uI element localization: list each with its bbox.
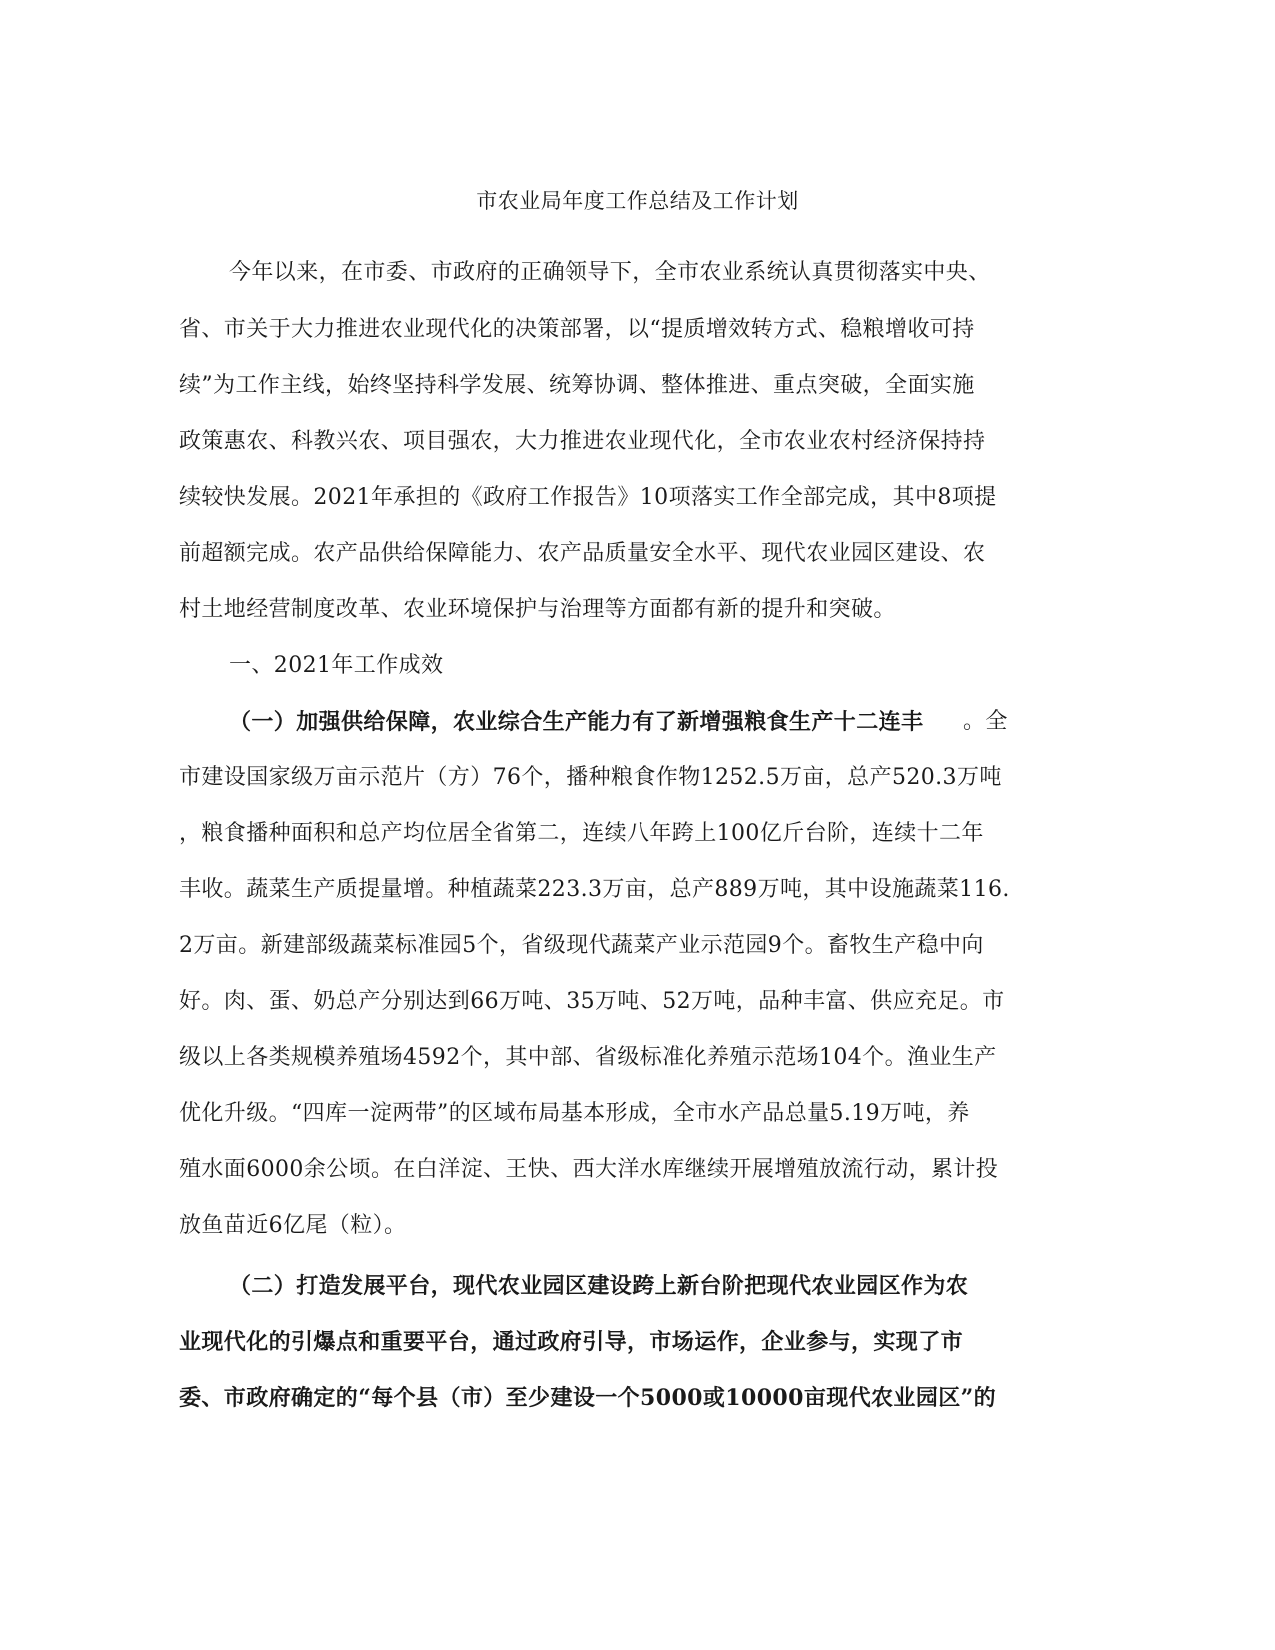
paragraph-line: ，粮食播种面积和总产均位居全省第二，连续八年跨上100亿斤台阶，连续十二年 <box>179 821 984 846</box>
paragraph-line: 前超额完成。农产品供给保障能力、农产品质量安全水平、现代农业园区建设、农 <box>179 541 986 566</box>
section-heading: 一、2021年工作成效 <box>229 653 444 678</box>
subsection-heading: （一）加强供给保障，农业综合生产能力有了新增强粮食生产十二连丰 <box>229 709 924 735</box>
subsection-heading: （二）打造发展平台，现代农业园区建设跨上新台阶把现代农业园区作为农 <box>229 1273 969 1299</box>
paragraph-line: 级以上各类规模养殖场4592个，其中部、省级标准化养殖示范场104个。渔业生产 <box>179 1045 997 1070</box>
paragraph-line: 。全 <box>963 709 1008 734</box>
paragraph-line: 政策惠农、科教兴农、项目强农，大力推进农业现代化，全市农业农村经济保持持 <box>179 429 986 454</box>
paragraph-line: 放鱼苗近6亿尾（粒）。 <box>179 1213 407 1238</box>
paragraph-line: 村土地经营制度改革、农业环境保护与治理等方面都有新的提升和突破。 <box>179 597 896 622</box>
paragraph-line: 省、市关于大力推进农业现代化的决策部署，以“提质增效转方式、稳粮增收可持 <box>179 317 975 342</box>
paragraph-line: 市建设国家级万亩示范片（方）76个，播种粮食作物1252.5万亩，总产520.3万吨 <box>179 765 1002 790</box>
paragraph-line: 业现代化的引爆点和重要平台，通过政府引导，市场运作，企业参与，实现了市 <box>179 1329 964 1355</box>
document-title: 市农业局年度工作总结及工作计划 <box>476 189 799 213</box>
paragraph-line: 优化升级。“四库一淀两带”的区域布局基本形成，全市水产品总量5.19万吨，养 <box>179 1101 970 1126</box>
paragraph-line: 2万亩。新建部级蔬菜标准园5个，省级现代蔬菜产业示范园9个。畜牧生产稳中向 <box>179 933 984 958</box>
paragraph-line: 委、市政府确定的“每个县（市）至少建设一个5000或10000亩现代农业园区”的 <box>179 1385 997 1411</box>
paragraph-line: 丰收。蔬菜生产质提量增。种植蔬菜223.3万亩，总产889万吨，其中设施蔬菜116. <box>179 877 1010 902</box>
paragraph-line: 好。肉、蛋、奶总产分别达到66万吨、35万吨、52万吨，品种丰富、供应充足。市 <box>179 989 1005 1014</box>
paragraph-line: 续较快发展。2021年承担的《政府工作报告》10项落实工作全部完成，其中8项提 <box>179 485 997 510</box>
paragraph-line: 续”为工作主线，始终坚持科学发展、统筹协调、整体推进、重点突破，全面实施 <box>179 373 975 398</box>
paragraph-line: 今年以来，在市委、市政府的正确领导下，全市农业系统认真贯彻落实中央、 <box>229 260 991 285</box>
paragraph-line: 殖水面6000余公顷。在白洋淀、王快、西大洋水库继续开展增殖放流行动，累计投 <box>179 1157 999 1182</box>
